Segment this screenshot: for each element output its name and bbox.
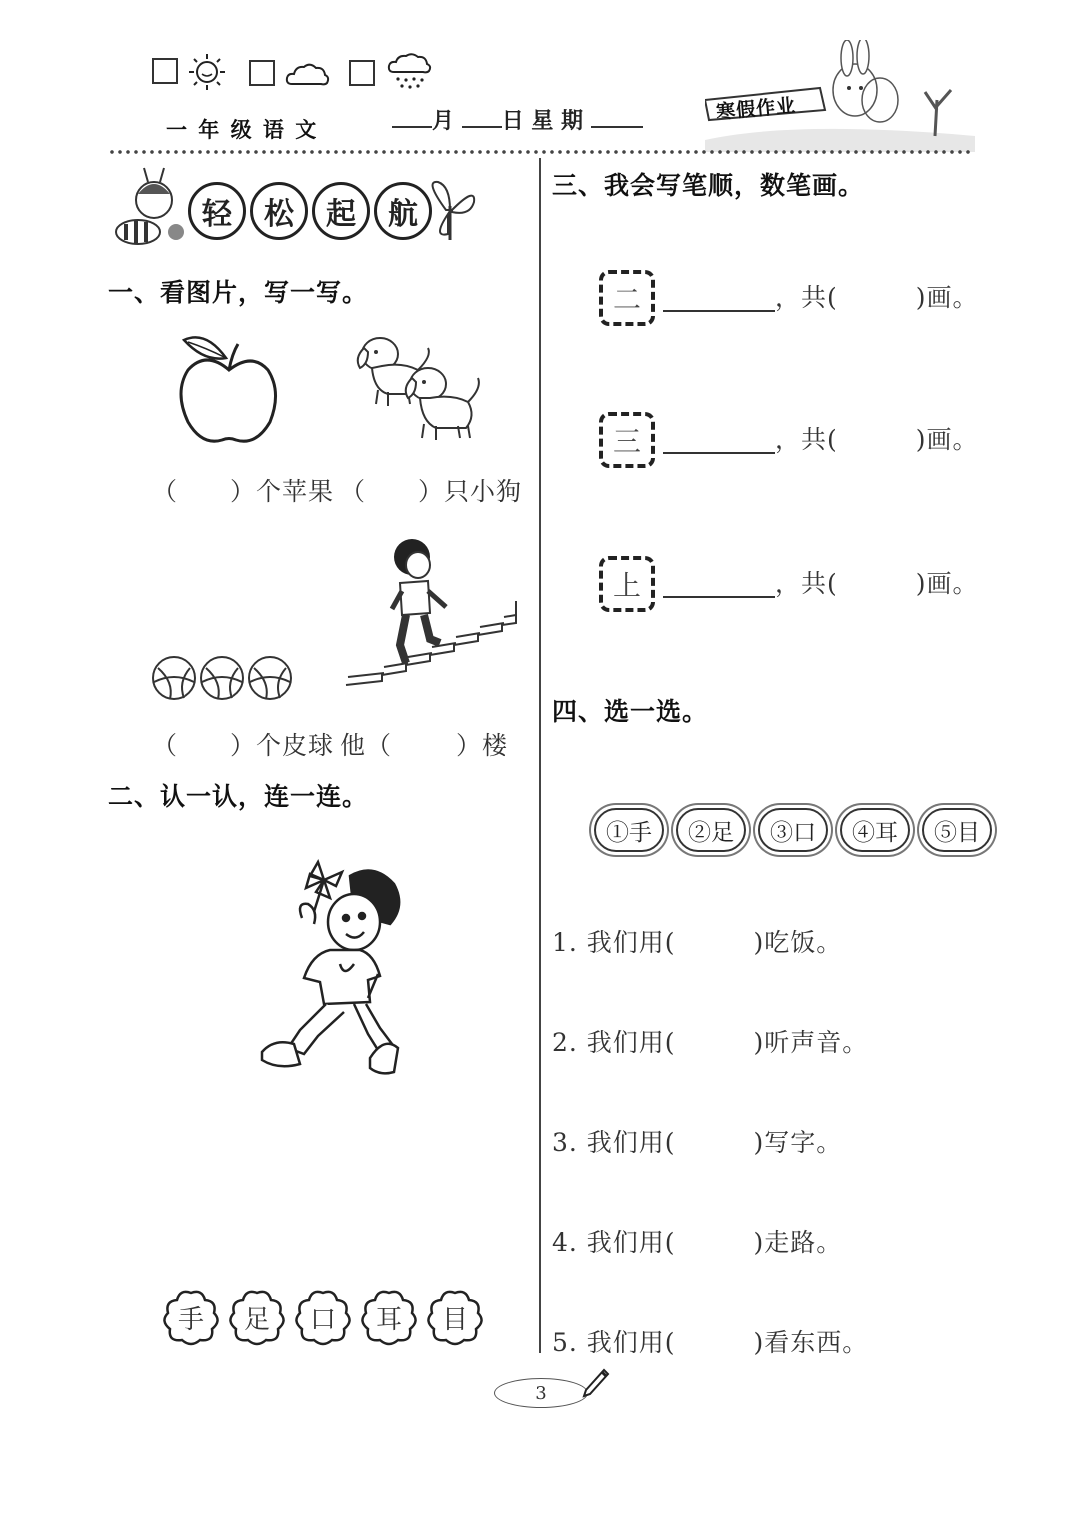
stroke-item-3 [599,556,979,612]
month-blank[interactable] [392,126,432,128]
section2-title: 二、认一认，连一连。 [108,782,369,811]
pencil-icon [580,1368,610,1400]
word-shou: 手 [177,1304,204,1335]
question-1[interactable]: 1. 我们用( )吃饭。 [552,928,843,957]
boy-with-pinwheel-illustration [254,858,404,1080]
bee-girl-icon [108,166,188,250]
subject-title: 一 年 级 语 文 [166,118,319,142]
option-er: ④耳 [840,808,910,852]
option-mu: ⑤目 [922,808,992,852]
column-divider [539,158,541,1353]
weekday-blank[interactable] [591,126,643,128]
stroke-order-blank[interactable] [663,310,775,312]
section3-title: 三、我会写笔顺，数笔画。 [552,171,865,200]
option-zu: ②足 [676,808,746,852]
weather-cloudy-checkbox[interactable] [249,60,275,86]
word-kou: 口 [309,1304,336,1335]
section2-words [162,1288,484,1346]
day-week-label: 日 星 期 [501,109,584,134]
winter-homework-badge: 寒假作业 [715,94,797,124]
boy-climbing-stairs-illustration [344,535,518,695]
banner [108,162,480,252]
option-list [594,808,992,852]
section1-title: 一、看图片，写一写。 [108,278,369,307]
section4-title: 四、选一选。 [552,697,709,726]
banner-char-3: 起 [312,182,370,240]
word-shou-flower[interactable] [162,1288,220,1346]
stairs-question: 他（ ）楼 [340,731,509,760]
question-3[interactable]: 3. 我们用( )写字。 [552,1128,843,1157]
ball-question: （ ）个皮球 [152,731,335,760]
option-kou: ③口 [758,808,828,852]
stroke-char-box: 二 [599,270,655,326]
banner-char-2: 松 [250,182,308,240]
stroke-char-box: 三 [599,412,655,468]
banner-char-4: 航 [374,182,432,240]
dog-question: （ ）只小狗 [340,477,523,506]
banner-char-1: 轻 [188,182,246,240]
stroke-count-text: ，共( )画。 [775,425,979,454]
sunny-icon [186,52,228,92]
day-blank[interactable] [462,126,502,128]
stroke-count-text: ，共( )画。 [775,283,979,312]
two-dogs-icon [352,334,484,442]
apple-icon [176,330,282,448]
butterfly-icon [420,176,480,242]
date-line [392,104,643,135]
option-shou: ①手 [594,808,664,852]
cloudy-icon [284,58,330,90]
stroke-item-1 [599,270,979,326]
stroke-item-2 [599,412,979,468]
apple-question: （ ）个苹果 [152,477,335,506]
page-number-badge [494,1378,588,1408]
question-5[interactable]: 5. 我们用( )看东西。 [552,1328,869,1357]
banner-title [188,182,432,240]
word-kou-flower[interactable] [294,1288,352,1346]
header [0,0,1080,160]
question-4[interactable]: 4. 我们用( )走路。 [552,1228,843,1257]
stroke-order-blank[interactable] [663,596,775,598]
word-zu-flower[interactable] [228,1288,286,1346]
word-zu: 足 [243,1304,270,1335]
question-2[interactable]: 2. 我们用( )听声音。 [552,1028,869,1057]
word-er: 耳 [375,1304,402,1335]
stroke-char-box: 上 [599,556,655,612]
rainy-icon [386,52,434,92]
page-number: 3 [535,1382,547,1404]
weather-sunny-checkbox[interactable] [152,58,178,84]
stroke-count-text: ，共( )画。 [775,569,979,598]
word-mu-flower[interactable] [426,1288,484,1346]
word-er-flower[interactable] [360,1288,418,1346]
month-label: 月 [432,109,455,134]
header-divider [108,150,970,154]
three-balls-icon [150,654,296,704]
word-mu: 目 [441,1304,468,1335]
stroke-order-blank[interactable] [663,452,775,454]
weather-rainy-checkbox[interactable] [349,60,375,86]
